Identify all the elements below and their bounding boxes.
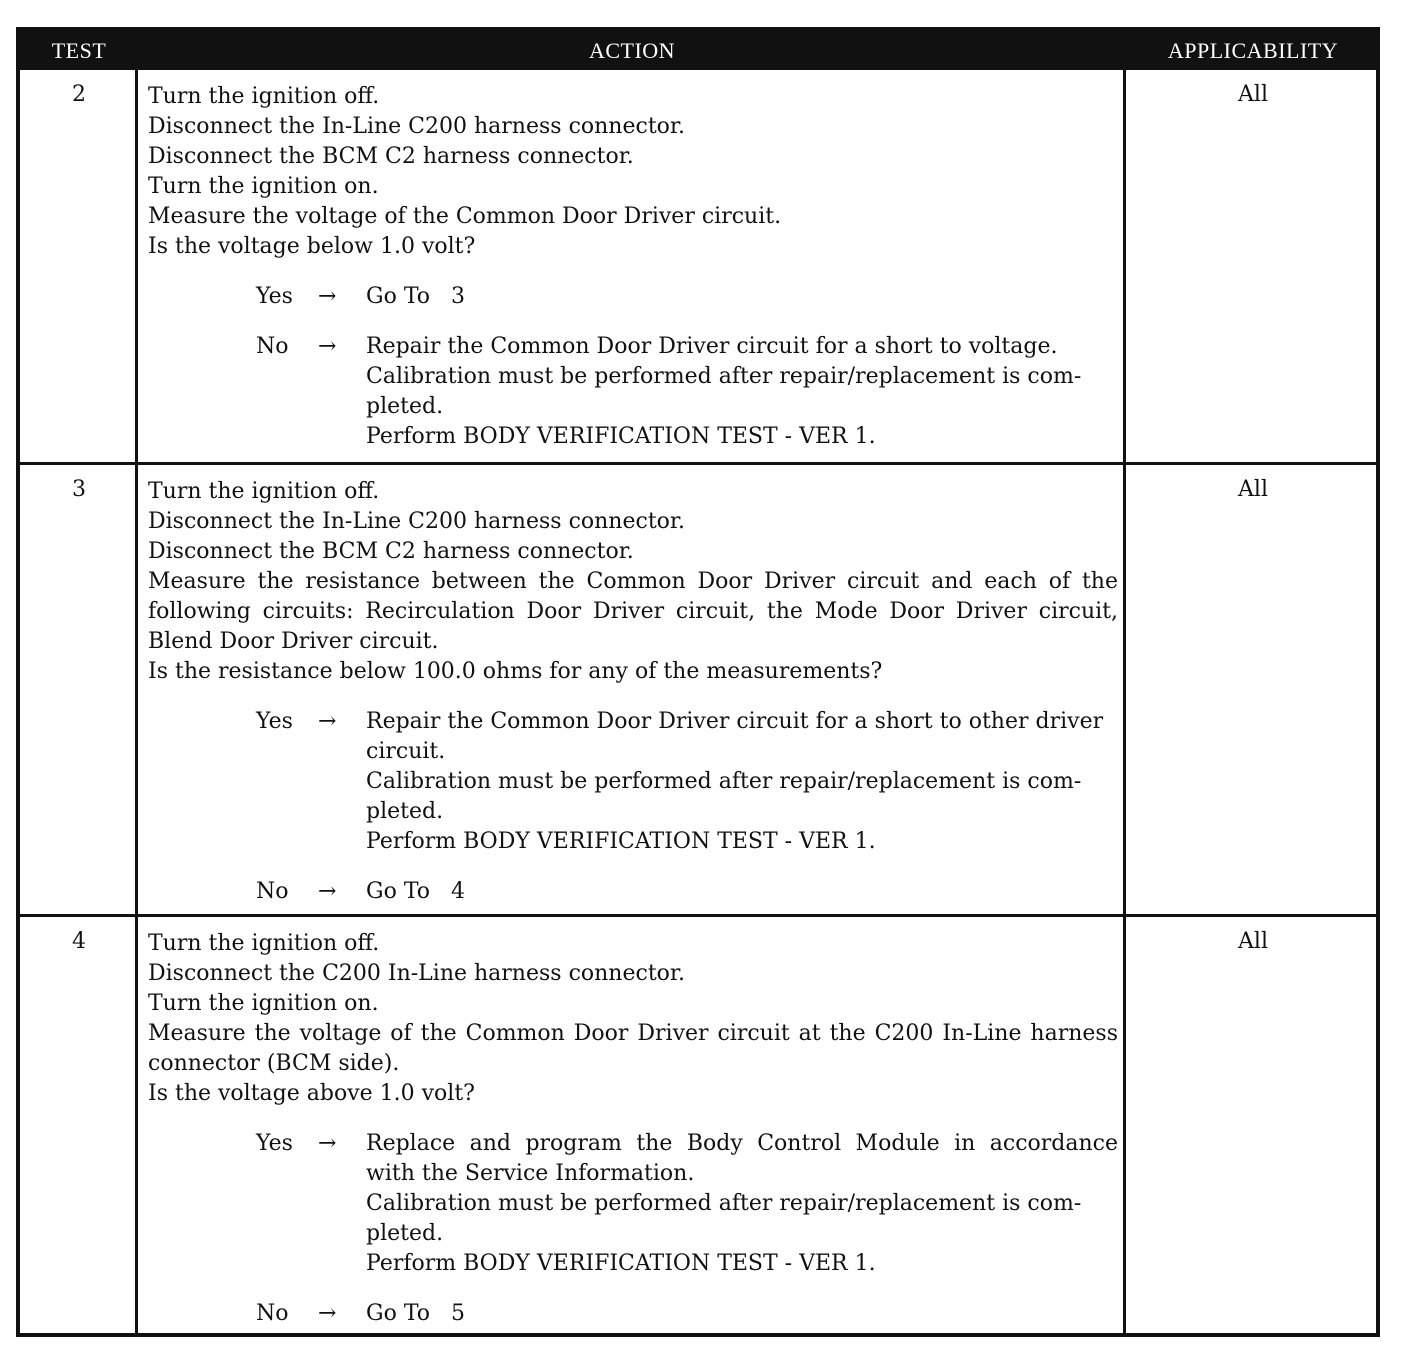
no-label: No — [256, 879, 289, 904]
response-text: Calibration must be performed after repair/replacement is com- — [366, 1191, 1082, 1216]
table-row — [20, 462, 1376, 914]
arrow-icon: → — [318, 1301, 337, 1326]
response-text: with the Service Information. — [366, 1161, 695, 1186]
table-row — [20, 914, 1376, 1337]
no-label: No — [256, 1301, 289, 1326]
arrow-icon: → — [318, 334, 337, 359]
response-text: Replace and program the Body Control Module in accordance — [366, 1131, 1118, 1156]
step-text: Turn the ignition off. — [148, 931, 380, 956]
response-text: pleted. — [366, 1221, 444, 1246]
diagnostic-test-table — [16, 27, 1380, 1337]
applicability-value: All — [1238, 477, 1268, 502]
step-question: Is the voltage below 1.0 volt? — [148, 234, 476, 259]
action-cell — [148, 929, 1118, 1329]
step-text: Turn the ignition on. — [148, 174, 379, 199]
yes-label: Yes — [256, 1131, 293, 1156]
header-action: ACTION — [588, 38, 676, 63]
no-label: No — [256, 334, 289, 359]
step-text: Disconnect the C200 In-Line harness connector. — [148, 961, 685, 986]
test-number: 3 — [72, 477, 86, 502]
arrow-icon: → — [318, 709, 337, 734]
table-header — [20, 31, 1376, 70]
no-response — [148, 877, 1118, 907]
response-text: pleted. — [366, 394, 444, 419]
test-number: 4 — [72, 929, 86, 954]
header-applicability: APPLICABILITY — [1167, 38, 1339, 63]
step-text: Turn the ignition off. — [148, 84, 380, 109]
step-text: following circuits: Recirculation Door Driver circuit, the Mode Door Driver circuit, — [148, 599, 1118, 624]
yes-response — [148, 282, 1118, 312]
response-text: Calibration must be performed after repair/replacement is com- — [366, 769, 1082, 794]
yes-label: Yes — [256, 709, 293, 734]
response-text: Go To 5 — [366, 1301, 465, 1326]
action-cell — [148, 82, 1118, 452]
response-text: circuit. — [366, 739, 446, 764]
applicability-value: All — [1238, 82, 1268, 107]
response-text: Go To 3 — [366, 284, 465, 309]
step-text: Disconnect the In-Line C200 harness connector. — [148, 114, 685, 139]
response-text: Go To 4 — [366, 879, 465, 904]
step-text: Turn the ignition off. — [148, 479, 380, 504]
response-text: pleted. — [366, 799, 444, 824]
step-text: Measure the resistance between the Common Door Driver circuit and each of the — [148, 569, 1118, 594]
response-text: Calibration must be performed after repair/replacement is com- — [366, 364, 1082, 389]
yes-label: Yes — [256, 284, 293, 309]
step-text: Measure the voltage of the Common Door Driver circuit. — [148, 204, 782, 229]
no-response — [148, 1299, 1118, 1329]
test-number: 2 — [72, 82, 86, 107]
step-text: Measure the voltage of the Common Door Driver circuit at the C200 In-Line harness — [148, 1021, 1118, 1046]
table-row — [20, 70, 1376, 462]
no-response — [148, 332, 1118, 452]
yes-response — [148, 1129, 1118, 1279]
response-text: Perform BODY VERIFICATION TEST - VER 1. — [366, 1251, 876, 1276]
step-question: Is the voltage above 1.0 volt? — [148, 1081, 475, 1106]
response-text: Repair the Common Door Driver circuit for a short to other driver — [366, 709, 1104, 734]
step-text: connector (BCM side). — [148, 1051, 400, 1076]
action-cell — [148, 477, 1118, 907]
step-text: Turn the ignition on. — [148, 991, 379, 1016]
applicability-value: All — [1238, 929, 1268, 954]
response-text: Repair the Common Door Driver circuit for a short to voltage. — [366, 334, 1058, 359]
step-question: Is the resistance below 100.0 ohms for any of the measurements? — [148, 659, 883, 684]
yes-response — [148, 707, 1118, 857]
arrow-icon: → — [318, 284, 337, 309]
header-test: TEST — [51, 38, 107, 63]
step-text: Disconnect the BCM C2 harness connector. — [148, 539, 634, 564]
arrow-icon: → — [318, 1131, 337, 1156]
arrow-icon: → — [318, 879, 337, 904]
response-text: Perform BODY VERIFICATION TEST - VER 1. — [366, 424, 876, 449]
step-text: Blend Door Driver circuit. — [148, 629, 439, 654]
step-text: Disconnect the BCM C2 harness connector. — [148, 144, 634, 169]
response-text: Perform BODY VERIFICATION TEST - VER 1. — [366, 829, 876, 854]
step-text: Disconnect the In-Line C200 harness connector. — [148, 509, 685, 534]
